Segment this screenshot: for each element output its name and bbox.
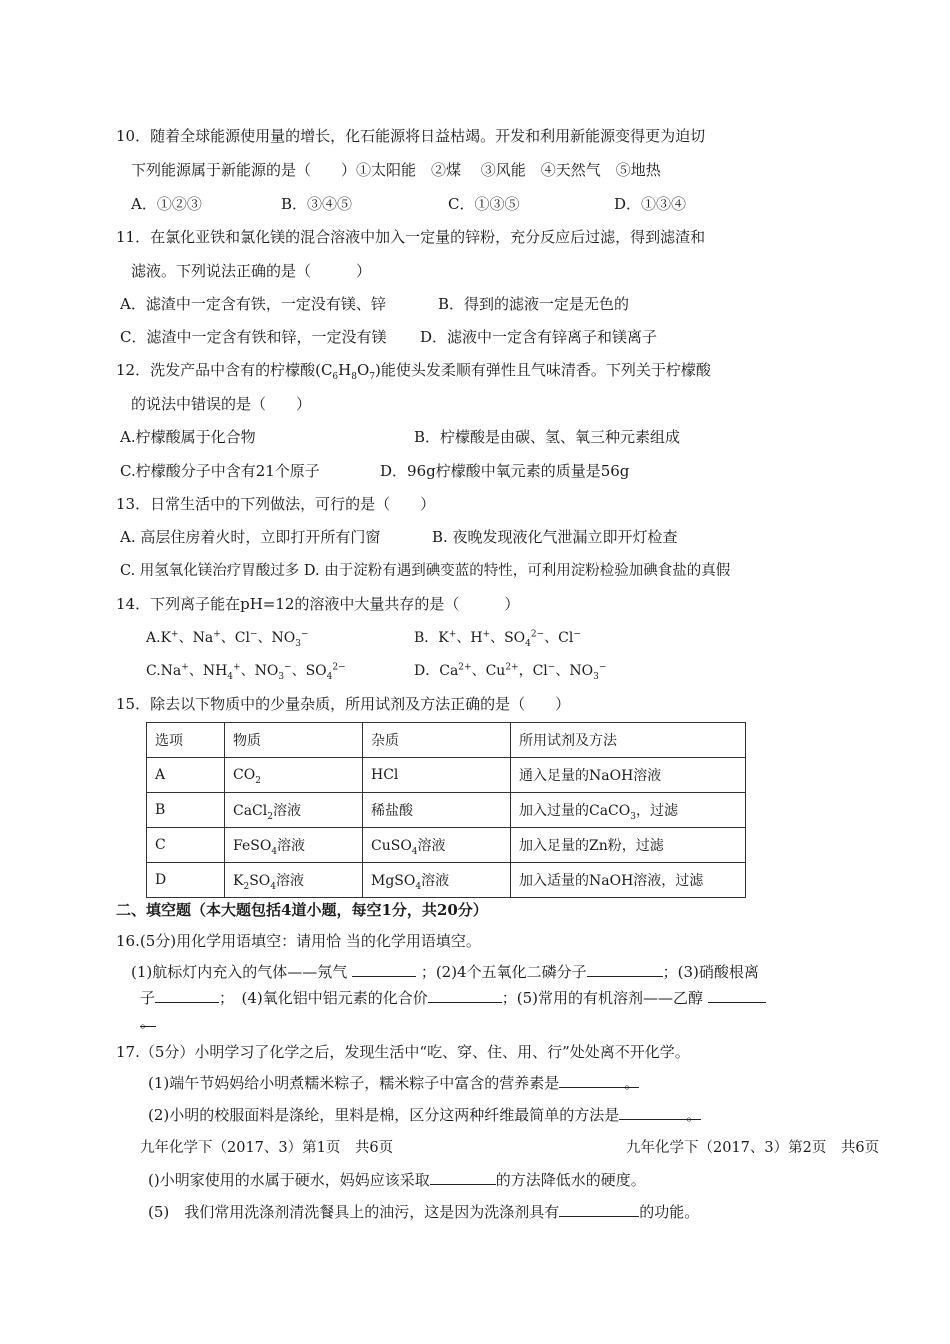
q17-part-3 (148, 1170, 646, 1190)
text: (1)端午节妈妈给小明煮糯米粽子，糯米粽子中富含的营养素是 (148, 1074, 560, 1092)
question-11-stem: 11．在氯化亚铁和氯化镁的混合溶液中加入一定量的锌粉，充分反应后过滤，得到滤渣和 (116, 228, 706, 246)
answer-blank[interactable] (428, 988, 502, 1003)
q10-option-d: D．①③④ (614, 195, 687, 213)
sub: 4 (271, 846, 278, 857)
q16-line-2 (140, 988, 766, 1008)
q14-option-c (146, 661, 346, 681)
header-method: 所用试剂及方法 (511, 723, 746, 758)
q10-option-c: C．①③⑤ (448, 195, 520, 213)
text: SO (249, 873, 271, 889)
ion: Na (160, 663, 182, 679)
ion: H (470, 630, 483, 646)
answer-blank[interactable] (587, 962, 663, 977)
ion: K (160, 630, 172, 646)
text: FeSO (233, 838, 272, 854)
cell-method (511, 793, 746, 828)
text: 子 (140, 989, 156, 1007)
charge: + (448, 629, 457, 640)
q17-part-1 (148, 1073, 639, 1093)
sep: 、 (220, 630, 235, 646)
answer-blank[interactable] (155, 988, 219, 1003)
ion: Ca (439, 663, 459, 679)
text: ( (148, 1171, 154, 1189)
q15-options-table (146, 722, 746, 898)
charge: − (598, 662, 607, 673)
q12-stem-part: 12．洗发产品中含有的柠檬酸(C (116, 361, 333, 379)
text: ，过滤 (635, 803, 678, 819)
q12-option-a: A.柠檬酸属于化合物 (120, 428, 256, 446)
text: MgSO (371, 873, 416, 889)
ion: NO (271, 630, 296, 646)
question-14-stem: 14．下列离子能在pH=12的溶液中大量共存的是（ ） (116, 595, 520, 613)
cell-method: 通入足量的NaOH溶液 (511, 758, 746, 793)
answer-blank[interactable]: 。 (559, 1073, 639, 1088)
text: 的方法降低水的硬度。 (495, 1171, 646, 1189)
label: B． (414, 630, 439, 646)
answer-blank[interactable]: 。 (619, 1105, 701, 1120)
question-11-stem-cont: 滤液。下列说法正确的是（ ） (131, 262, 372, 280)
charge: − (284, 662, 292, 673)
sub: 4 (326, 671, 333, 682)
sub: 3 (630, 811, 636, 822)
q11-option-a: A．滤渣中一定含有铁，一定没有镁、锌 (120, 295, 386, 313)
text: ；(3)硝酸根离 (662, 963, 759, 981)
question-13-stem: 13．日常生活中的下列做法，可行的是（ ） (116, 495, 436, 513)
label: A. (146, 630, 161, 646)
text: CuSO (371, 838, 412, 854)
charge: + (181, 662, 189, 673)
q16-end-mark (140, 1012, 156, 1032)
sep: 、 (490, 630, 505, 646)
text: K (233, 873, 244, 889)
text: CaCl (233, 803, 268, 819)
cell-option: D (147, 863, 225, 898)
cell-substance (225, 793, 363, 828)
answer-blank[interactable] (430, 1170, 496, 1185)
question-16-stem: 16.(5分)用化学用语填空：请用恰 当的化学用语填空。 (116, 932, 481, 950)
text: 溶液 (276, 873, 305, 889)
ion: NH (202, 663, 228, 679)
q11-option-c: C．滤渣中一定含有铁和锌，一定没有镁 (120, 328, 387, 346)
q12-sub: 7 (369, 372, 376, 382)
charge: 2− (530, 629, 545, 640)
answer-blank[interactable] (352, 962, 416, 977)
charge: 2+ (458, 662, 472, 673)
cell-option: A (147, 758, 225, 793)
q10-option-b: B．③④⑤ (281, 195, 353, 213)
q13-option-b: B. 夜晚发现液化气泄漏立即开灯检查 (432, 528, 678, 546)
q10-option-a: A．①②③ (131, 195, 202, 213)
text: 加入过量的CaCO (519, 803, 631, 819)
footer-page-2: 九年化学下（2017、3）第2页 共6页 (626, 1140, 880, 1156)
q17-part-5 (148, 1202, 699, 1222)
sep: 、 (240, 663, 255, 679)
sub: 4 (525, 638, 531, 649)
text: (2)小明的校服面料是涤纶，里料是棉，区分这两种纤维最简单的方法是 (148, 1106, 620, 1124)
ion: Cl (532, 663, 548, 679)
sub: 2 (255, 775, 261, 786)
header-impurity: 杂质 (363, 723, 511, 758)
sub: 3 (278, 671, 285, 682)
sep: 、 (544, 630, 559, 646)
header-substance: 物质 (225, 723, 363, 758)
text: 溶液 (417, 838, 446, 854)
q14-option-a (146, 628, 309, 648)
cell-impurity (363, 828, 511, 863)
question-17-stem: 17.（5分）小明学习了化学之后，发现生活中“吃、穿、住、用、行”处处离不开化学。 (116, 1043, 690, 1061)
ion: Cl (234, 630, 250, 646)
question-10-stem: 10．随着全球能源使用量的增长，化石能源将日益枯竭。开发和利用新能源变得更为迫切 (116, 127, 706, 145)
sub: 3 (295, 638, 301, 649)
sub: 4 (227, 671, 234, 682)
cell-impurity: 稀盐酸 (363, 793, 511, 828)
sep: 、 (178, 630, 193, 646)
q12-option-b: B．柠檬酸是由碳、氢、氧三种元素组成 (414, 428, 681, 446)
ion: Cl (558, 630, 574, 646)
text: 溶液 (272, 803, 301, 819)
question-10-stem-cont: 下列能源属于新能源的是（ ）①太阳能 ②煤 ③风能 ④天然气 ⑤地热 (131, 161, 661, 179)
charge: 2− (332, 662, 346, 673)
sep: 、 (257, 630, 272, 646)
sub: 4 (270, 881, 277, 892)
cell-method: 加入适量的NaOH溶液，过滤 (511, 863, 746, 898)
charge: 2+ (505, 662, 519, 673)
sep: 、 (291, 663, 306, 679)
sub: 2 (267, 811, 273, 822)
text: 溶液 (277, 838, 306, 854)
charge: − (573, 629, 581, 640)
sep: 、 (188, 663, 203, 679)
question-12-stem (116, 360, 711, 380)
cell-impurity: HCl (363, 758, 511, 793)
sub: 2 (243, 881, 250, 892)
q17-part-2 (148, 1105, 701, 1125)
q12-sub: 6 (332, 372, 339, 382)
cell-substance (225, 828, 363, 863)
header-option: 选项 (147, 723, 225, 758)
text: (1)航标灯内充入的气体——氖气 (131, 963, 348, 981)
q12-h: H (338, 361, 352, 379)
sub: 3 (593, 671, 599, 682)
cell-method: 加入足量的Zn粉，过滤 (511, 828, 746, 863)
q12-o: O (356, 361, 370, 379)
sep: 、 (456, 630, 471, 646)
q14-option-d (414, 661, 606, 681)
sep: 、 (471, 663, 486, 679)
q12-option-d: D．96g柠檬酸中氧元素的质量是56g (380, 462, 630, 480)
text: ；(2)4个五氧化二磷分子 (420, 963, 587, 981)
label: D． (414, 663, 440, 679)
q12-option-c: C.柠檬酸分子中含有21个原子 (120, 462, 320, 480)
ion: K (438, 630, 449, 646)
q14-option-b (414, 628, 581, 648)
text: (5) 我们常用洗涤剂清洗餐具上的油污，这是因为洗涤剂具有 (148, 1203, 560, 1221)
text: ；(5)常用的有机溶剂——乙醇 (501, 989, 704, 1007)
text: 溶液 (421, 873, 450, 889)
charge: + (213, 629, 221, 640)
sep: 、 (555, 663, 570, 679)
cell-option: B (147, 793, 225, 828)
cell-substance (225, 758, 363, 793)
sub: 4 (415, 881, 422, 892)
section-2-heading: 二、填空题（本大题包括4道小题，每空1分，共20分） (116, 901, 488, 919)
charge: + (171, 629, 179, 640)
q13-option-a: A. 高层住房着火时，立即打开所有门窗 (120, 528, 381, 546)
q13-options-c-d: C. 用氢氧化镁治疗胃酸过多 D. 由于淀粉有遇到碘变蓝的特性，可利用淀粉检验加碘食盐的真假 (120, 563, 731, 579)
question-15-stem: 15．除去以下物质中的少量杂质，所用试剂及方法正确的是（ ） (116, 695, 571, 713)
text: 的功能。 (639, 1203, 700, 1221)
answer-blank[interactable] (559, 1202, 639, 1217)
label: C. (146, 663, 161, 679)
sep: ， (518, 663, 533, 679)
table-row (147, 828, 746, 863)
charge: + (482, 629, 491, 640)
ion: SO (504, 630, 526, 646)
text: ； (4)氧化铝中铝元素的化合价 (219, 989, 428, 1007)
footer-page-1: 九年化学下（2017、3）第1页 共6页 (140, 1140, 394, 1156)
end-period: 。 (140, 1013, 156, 1031)
charge: − (249, 629, 258, 640)
charge: − (547, 662, 556, 673)
charge: + (233, 662, 241, 673)
q12-stem-part: )能使头发柔顺有弹性且气味清香。下列关于柠檬酸 (375, 361, 711, 379)
table-row (147, 863, 746, 898)
ion: Na (192, 630, 214, 646)
q12-sub: 8 (351, 372, 357, 382)
answer-blank[interactable] (708, 988, 766, 1003)
ion: NO (569, 663, 594, 679)
table-row (147, 793, 746, 828)
q11-option-d: D．滤液中一定含有锌离子和镁离子 (420, 328, 658, 346)
charge: − (300, 629, 309, 640)
q16-line-1 (131, 962, 759, 982)
ion: SO (305, 663, 327, 679)
text: )小明家使用的水属于硬水，妈妈应该采取 (153, 1171, 430, 1189)
ion: NO (254, 663, 279, 679)
question-12-stem-cont: 的说法中错误的是（ ） (131, 395, 312, 413)
table-header-row (147, 723, 746, 758)
table-row (147, 758, 746, 793)
q11-option-b: B．得到的滤液一定是无色的 (438, 295, 630, 313)
cell-impurity (363, 863, 511, 898)
text: CO (233, 767, 256, 783)
cell-substance (225, 863, 363, 898)
ion: Cu (485, 663, 506, 679)
cell-option: C (147, 828, 225, 863)
sub: 4 (411, 846, 418, 857)
